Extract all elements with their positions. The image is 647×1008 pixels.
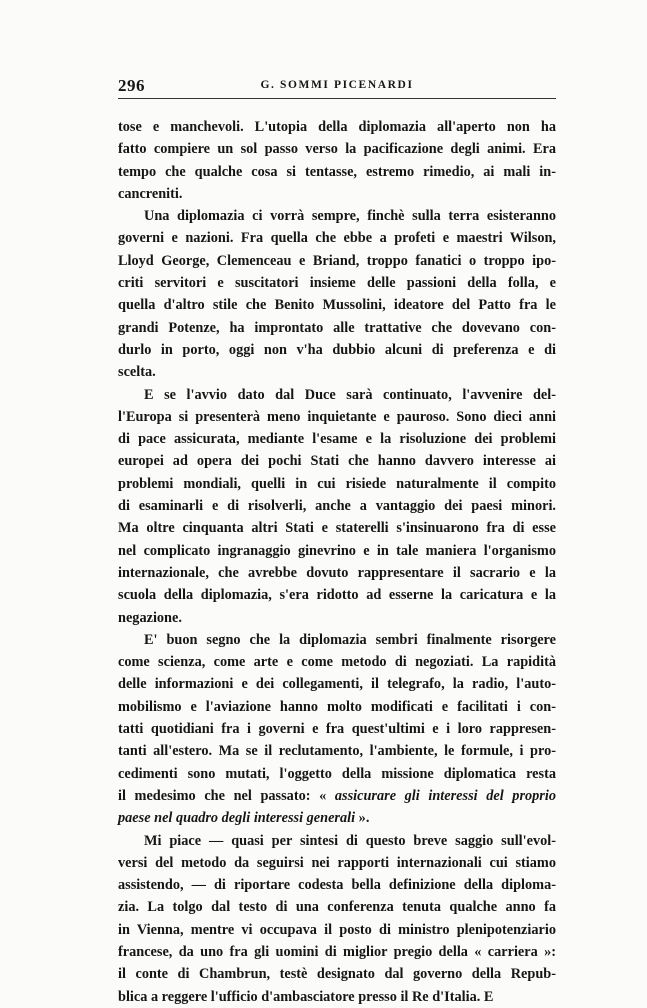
text-line: come scienza, come arte e come metodo di negoziati. La rapidità [118,654,556,671]
paragraph [118,830,556,1008]
text-line: Ma oltre cinquanta altri Stati e staterelli s'insinuarono fra di esse [118,520,556,537]
text-line: E se l'avvio dato dal Duce sarà continuato, l'avvenire del- [144,386,556,403]
text-line: grandi Potenze, ha improntato alle trattative che dovevano con- [118,319,556,336]
paragraph [118,116,556,205]
text-line: tatti quotidiani fra i governi e fra quest'ultimi e i loro rappresen- [118,721,556,738]
text-line: Lloyd George, Clemenceau e Briand, troppo fanatici o troppo ipo- [118,252,556,269]
text-line: Mi piace — quasi per sintesi di questo breve saggio sull'evol- [144,832,556,849]
text-line: europei ad opera dei pochi Stati che hanno davvero interesse ai [118,453,556,470]
text-line: nel complicato ingranaggio ginevrino e in tale maniera l'organismo [118,542,556,559]
text-line: tanti all'estero. Ma se il reclutamento, l'ambiente, le formule, i pro- [118,743,556,760]
page-header [118,76,556,98]
text-line: il conte di Chambrun, testè designato dal governo della Repub- [118,966,556,983]
text-line: paese nel quadro degli interessi generali ». [118,810,370,827]
text-line: scelta. [118,364,156,381]
text-line: internazionale, che avrebbe dovuto rappresentare il sacrario e la [118,564,556,581]
text-line: durlo in porto, oggi non v'ha dubbio alcuni di preferenza e di [118,341,556,358]
text-line: in Vienna, mentre vi occupava il posto di ministro plenipotenziario [118,921,556,938]
text-line: il medesimo che nel passato: « assicurare gli interessi del proprio [118,787,556,804]
text-line: assistendo, — di riportare codesta bella definizione della diploma- [118,877,556,894]
text-line: fatto compiere un sol passo verso la pacificazione degli animi. Era [118,141,556,158]
header-rule [118,98,556,99]
text-line: governi e nazioni. Fra quella che ebbe a profeti e maestri Wilson, [118,230,556,247]
text-line: problemi mondiali, quelli in cui risiede naturalmente il compito [118,475,556,492]
paragraph [118,384,556,629]
text-line: blica a reggere l'ufficio d'ambasciatore presso il Re d'Italia. E [118,988,494,1005]
text-line: versi del metodo da seguirsi nei rapporti internazionali cui stiamo [118,854,556,871]
text-line: delle informazioni e dei collegamenti, il telegrafo, la radio, l'auto- [118,676,556,693]
text-line: scuola della diplomazia, s'era ridotto ad esserne la caricatura e la [118,587,556,604]
text-line: francese, da uno fra gli uomini di miglior pregio della « carriera »: [118,943,556,960]
text-line: negazione. [118,609,182,626]
text-line: di pace assicurata, mediante l'esame e la risoluzione dei problemi [118,431,556,448]
text-line: cancreniti. [118,185,183,202]
page-number: 296 [118,76,145,95]
paragraph [118,629,556,830]
text-line: quella d'altro stile che Benito Mussolini, ideatore del Patto fra le [118,297,556,314]
text-line: criti servitori e suscitatori insieme delle passioni della folla, e [118,275,556,292]
text-line: mobilismo e l'aviazione hanno molto modificati e facilitati i con- [118,698,556,715]
text-line: E' buon segno che la diplomazia sembri finalmente risorgere [144,631,556,648]
text-line: l'Europa si presenterà meno inquietante e pauroso. Sono dieci anni [118,408,556,425]
text-line: Una diplomazia ci vorrà sempre, finchè sulla terra esisteranno [144,208,556,225]
running-head: G. SOMMI PICENARDI [260,79,414,91]
text-line: tose e manchevoli. L'utopia della diplomazia all'aperto non ha [118,119,556,135]
paragraph [118,205,556,383]
text-line: tempo che qualche cosa si tentasse, estremo rimedio, ai mali in- [118,163,556,180]
text-line: zia. La tolgo dal testo di una conferenza tenuta qualche anno fa [118,899,556,916]
body-text [118,116,556,1008]
text-line: di esaminarli e di risolverli, anche a vantaggio dei paesi minori. [118,498,556,515]
text-line: cedimenti sono mutati, l'oggetto della missione diplomatica resta [118,765,556,782]
